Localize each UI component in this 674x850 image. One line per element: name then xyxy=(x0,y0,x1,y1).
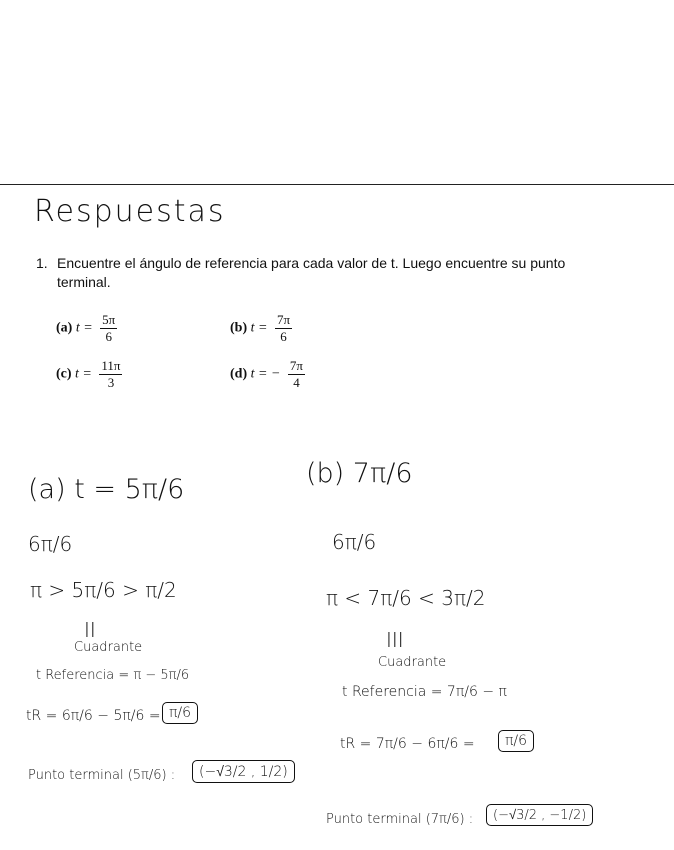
problem-c: (c) t = $\frac{11\pi}{3}$ xyxy=(56,358,121,390)
work-b-terminal-box: (−√3/2 , −1/2) xyxy=(486,804,593,826)
work-b-quadrant: III xyxy=(386,628,404,652)
question-text: Encuentre el ángulo de referencia para cada valor de t. Luego encuentre su punto terminal. xyxy=(57,255,566,290)
work-b-ref-box: π/6 xyxy=(498,730,534,752)
work-b-ref: t Referencia = 7π/6 − π xyxy=(342,684,507,700)
question-number: 1. xyxy=(36,255,48,271)
work-a-terminal: Punto terminal (5π/6) : xyxy=(28,768,176,783)
top-divider xyxy=(0,184,674,185)
respuestas-heading: Respuestas xyxy=(34,194,226,229)
work-a-line2: π > 5π/6 > π/2 xyxy=(30,578,177,602)
work-a-ref-box: π/6 xyxy=(162,702,198,724)
work-a-terminal-box: (−√3/2 , 1/2) xyxy=(192,760,295,783)
work-a-ref2: tR = 6π/6 − 5π/6 = xyxy=(26,708,161,724)
work-b-terminal: Punto terminal (7π/6) : xyxy=(326,812,474,827)
work-b-header: (b) 7π/6 xyxy=(306,458,413,489)
work-b-ref2: tR = 7π/6 − 6π/6 = xyxy=(340,736,475,752)
work-b-line1: 6π/6 xyxy=(332,530,377,554)
work-a-quadrant: II xyxy=(84,618,96,642)
work-a-ref: t Referencia = π − 5π/6 xyxy=(36,668,190,683)
work-b-line2: π < 7π/6 < 3π/2 xyxy=(326,586,486,610)
work-a-header: (a) t = 5π/6 xyxy=(28,474,185,505)
problem-d: (d) t = − $\frac{7\pi}{4}$ xyxy=(230,358,303,390)
work-b-cuadrante: Cuadrante xyxy=(378,655,447,670)
problem-b: (b) t = $\frac{7\pi}{6}$ xyxy=(230,312,291,344)
work-a-line1: 6π/6 xyxy=(28,532,73,556)
work-a-cuadrante: Cuadrante xyxy=(74,640,143,655)
problem-a: (a) t = $\frac{5\pi}{6}$ xyxy=(56,312,116,344)
